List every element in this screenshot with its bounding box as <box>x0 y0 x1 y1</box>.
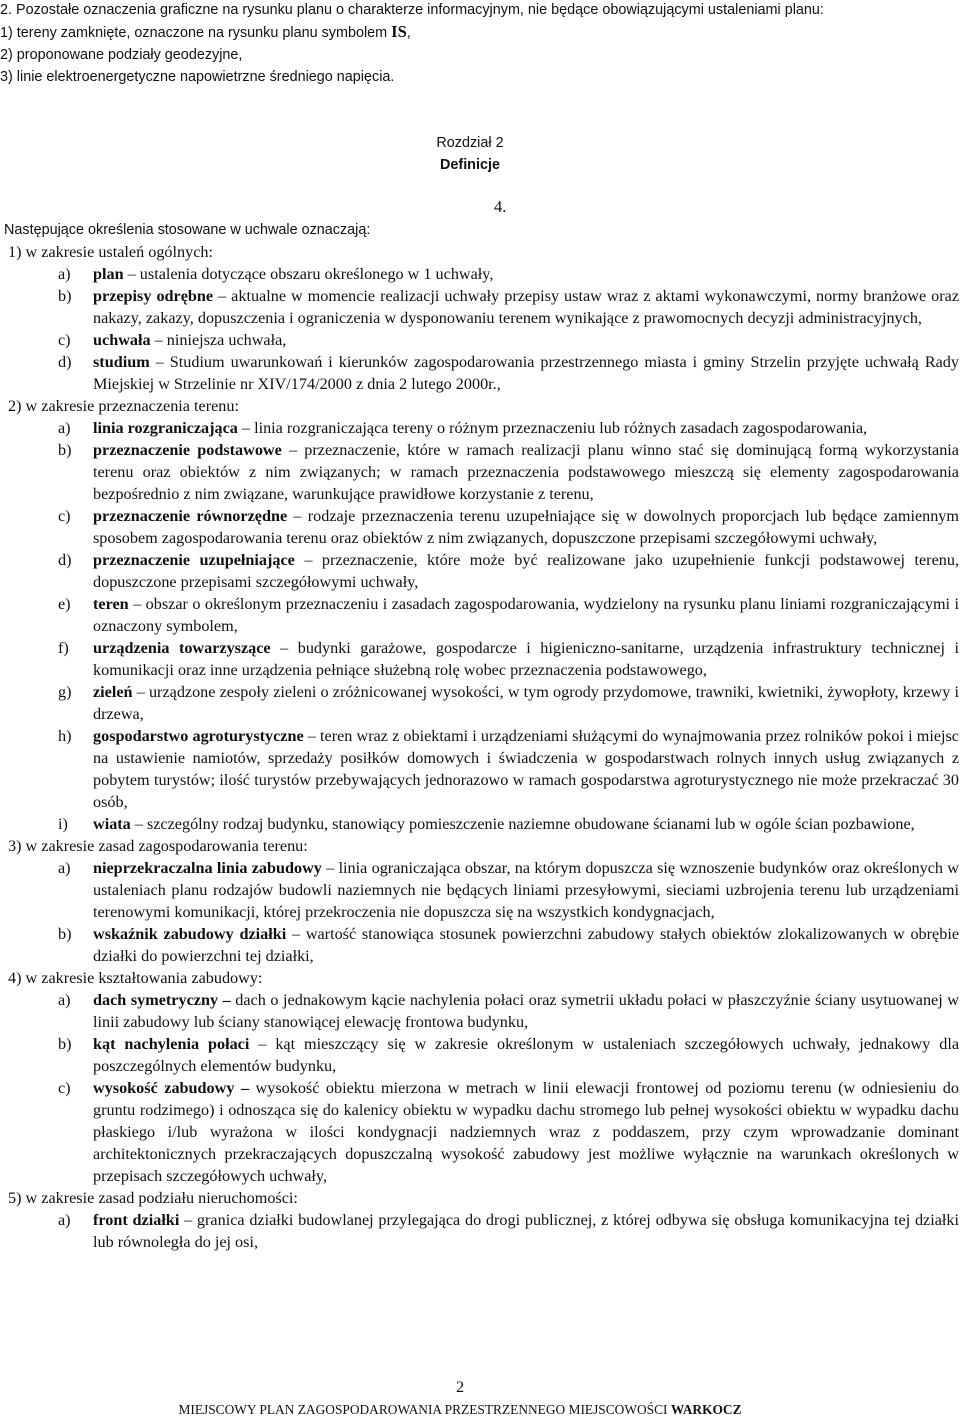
definition-term: kąt nachylenia połaci <box>93 1035 250 1053</box>
definition-text: – niniejsza uchwała, <box>150 331 287 349</box>
definition-item <box>58 923 959 967</box>
definition-text: – aktualne w momencie realizacji uchwały przepisy ustaw wraz z aktami wykonawczymi, normy branżowe oraz nakazy, zakazy, dopuszczenia i ograniczenia w dysponowaniu terenem wynikające z prawomocnych decyzji administracyjnych, <box>93 287 960 327</box>
definition-text: – linia rozgraniczająca tereny o różnym przeznaczeniu lub różnych zasadach zagospodarowania, <box>237 419 868 437</box>
definition-item <box>58 813 959 835</box>
definition-item-label: c) <box>58 1079 71 1097</box>
definition-item-label: c) <box>58 331 71 349</box>
definition-item <box>58 505 959 549</box>
definition-item <box>58 285 959 329</box>
definition-text: – granica działki budowlanej przylegająca do drogi publicznej, z której odbywa się obsługa komunikacyjna tej działki lub równoległa do jej osi, <box>93 1211 960 1251</box>
definition-group-title: 1) w zakresie ustaleń ogólnych: <box>8 243 213 261</box>
definition-group-title: 5) w zakresie zasad podziału nieruchomości: <box>8 1189 298 1207</box>
definition-term: wysokość zabudowy – <box>93 1079 250 1097</box>
definition-item-label: c) <box>58 507 71 525</box>
definition-group-title: 3) w zakresie zasad zagospodarowania terenu: <box>8 837 308 855</box>
definition-item-label: d) <box>58 551 72 569</box>
definition-term: linia rozgraniczająca <box>93 419 238 437</box>
definition-term: front działki <box>93 1211 180 1229</box>
definition-group <box>8 1187 959 1253</box>
definition-group <box>8 967 959 1187</box>
definition-item-label: d) <box>58 353 72 371</box>
definition-group-title: 4) w zakresie kształtowania zabudowy: <box>8 969 263 987</box>
definition-item-label: a) <box>58 1211 71 1229</box>
definition-text: wysokość obiektu mierzona w metrach w linii elewacji frontowej od poziomu terenu (w odniesieniu do gruntu rodzimego) i odnosząca się do kalenicy obiektu w wypadku dachu stromego lub pełnej wysokości obiektu w wypadku dachu płaskiego i/lub wyrażona w ilości kondygnacji nadziemnych wraz z poddaszem, przy czym wprowadzanie dominant architektonicznych przekraczających dopuszczalną wysokość zabudowy jest możliwe wyłącznie na warunkach określonych w przepisach szczegółowych uchwały, <box>93 1079 959 1185</box>
definition-text: – szczególny rodzaj budynku, stanowiący pomieszczenie naziemne obudowane ścianami lub w ogóle ścian pozbawione, <box>130 815 915 833</box>
definition-item-label: f) <box>58 639 69 657</box>
page-footer <box>0 1400 940 1420</box>
definition-item <box>58 593 959 637</box>
definition-term: dach symetryczny – <box>93 991 231 1009</box>
definition-text: – rodzaje przeznaczenia terenu uzupełniające się w dowolnych proporcjach lub będące zamiennym sposobem zagospodarowania terenu oraz obiektów z nim związanych, dopuszczone przepisami szczegółowymi uchwały, <box>93 507 959 547</box>
definition-term: studium <box>93 353 150 371</box>
definition-term: nieprzekraczalna linia zabudowy <box>93 859 322 877</box>
definition-text: – wartość stanowiąca stosunek powierzchni zabudowy stałych obiektów zlokalizowanych w obrębie działki do powierzchni tej działki, <box>93 925 959 965</box>
definition-term: uchwała <box>93 331 151 349</box>
definition-group <box>8 395 959 835</box>
chapter-title: Definicje <box>440 157 500 173</box>
definition-term: urządzenia towarzyszące <box>93 639 271 657</box>
footer-text: MIEJSCOWY PLAN ZAGOSPODAROWANIA PRZESTRZENNEGO MIEJSCOWOŚCI <box>178 1402 671 1417</box>
definition-item <box>58 725 959 813</box>
intro-subitem-1-symbol: IS <box>391 22 407 41</box>
definition-item <box>58 439 959 505</box>
definition-item <box>58 857 959 923</box>
definition-item <box>58 417 959 439</box>
paragraph-mark: 4. <box>494 197 507 216</box>
definition-text: – ustalenia dotyczące obszaru określonego w 1 uchwały, <box>123 265 494 283</box>
definition-text: – kąt mieszczący się w zakresie określonym w ustaleniach szczegółowych uchwały, jednakowy dla poszczególnych elementów budynku, <box>93 1035 960 1075</box>
definition-group <box>8 835 959 967</box>
definition-term: plan <box>93 265 124 283</box>
definition-item <box>58 1077 959 1187</box>
definition-item-label: g) <box>58 683 72 701</box>
definition-item-label: e) <box>58 595 71 613</box>
intro-section <box>0 0 958 88</box>
intro-item-2: 2. Pozostałe oznaczenia graficzne na rysunku planu o charakterze informacyjnym, nie będące obowiązującymi ustaleniami planu: <box>0 2 824 18</box>
definition-item <box>58 549 959 593</box>
definition-term: przepisy odrębne <box>93 287 214 305</box>
definition-item-label: a) <box>58 991 71 1009</box>
definition-group <box>8 241 959 395</box>
definition-text: – Studium uwarunkowań i kierunków zagospodarowania przestrzennego miasta i gminy Strzelin przyjęte uchwałą Rady Miejskiej w Strzelinie nr XIV/174/2000 z dnia 2 lutego 2000r., <box>93 353 959 393</box>
definition-item <box>58 1209 959 1253</box>
page-number: 2 <box>455 1378 465 1396</box>
definition-item-label: b) <box>58 287 72 305</box>
definition-item <box>58 263 959 285</box>
intro-subitem-3: 3) linie elektroenergetyczne napowietrzne średniego napięcia. <box>0 69 395 85</box>
definition-term: wiata <box>93 815 131 833</box>
definition-text: dach o jednakowym kącie nachylenia połaci oraz symetrii układu połaci w płaszczyźnie ściany usytuowanej w linii zabudowy lub ściany stanowiącej elewację frontowa budynku, <box>93 991 959 1031</box>
definition-item <box>58 1033 959 1077</box>
definition-term: przeznaczenie podstawowe <box>93 441 282 459</box>
definition-term: przeznaczenie uzupełniające <box>93 551 295 569</box>
definition-item-label: a) <box>58 419 71 437</box>
definition-item-label: b) <box>58 925 72 943</box>
intro-subitem-1 <box>0 21 958 44</box>
definition-term: przeznaczenie równorzędne <box>93 507 288 525</box>
definition-term: teren <box>93 595 129 613</box>
definition-text: – budynki garażowe, gospodarcze i higieniczno-sanitarne, urządzenia infrastruktury technicznej i komunikacji oraz inne urządzenia pełniące służebną rolę wobec przeznaczenia podstawowego, <box>93 639 959 679</box>
definition-item <box>58 351 959 395</box>
footer-place-name: WARKOCZ <box>670 1402 742 1417</box>
definition-term: gospodarstwo agroturystyczne <box>93 727 304 745</box>
definition-group-title: 2) w zakresie przeznaczenia terenu: <box>8 397 239 415</box>
definition-item <box>58 989 959 1033</box>
definition-text: – teren wraz z obiektami i urządzeniami służącymi do wynajmowania przez rolników pokoi i miejsc na ustawienie namiotów, sprzedaży posiłków domowych i świadczenia w gospodarstwach rolnych innych usług związanych z pobytem turystów; ilość turystów przebywających jednorazowo w ramach gospodarstwa agroturystycznego nie może przekraczać 30 osób, <box>93 727 959 811</box>
definition-text: – urządzone zespoły zieleni o zróżnicowanej wysokości, w tym ogrody przydomowe, trawniki, kwietniki, żywopłoty, krzewy i drzewa, <box>93 683 959 723</box>
definition-item-label: i) <box>58 815 68 833</box>
definition-item-label: b) <box>58 1035 72 1053</box>
definitions-list <box>8 241 959 1253</box>
definition-item-label: h) <box>58 727 72 745</box>
chapter-label: Rozdział 2 <box>436 135 504 151</box>
definition-item <box>58 329 959 351</box>
definition-text: – obszar o określonym przeznaczeniu i zasadach zagospodarowania, wydzielony na rysunku planu liniami rozgraniczającymi i oznaczony symbolem, <box>93 595 959 635</box>
definition-text: – przeznaczenie, które w ramach realizacji planu winno stać się dominującą formą wykorzystania terenu oraz obiektów z nim związanych; w ramach przeznaczenia podstawowego mieszczą się elementy zagospodarowania bezpośrednio z nim związane, warunkujące prawidłowe korzystanie z terenu, <box>93 441 959 503</box>
definition-item-label: a) <box>58 265 71 283</box>
intro-subitem-1-text: 1) tereny zamknięte, oznaczone na rysunku planu symbolem <box>0 25 392 41</box>
definition-term: wskaźnik zabudowy działki <box>93 925 287 943</box>
definition-term: zieleń <box>93 683 133 701</box>
definition-item-label: a) <box>58 859 71 877</box>
definition-item <box>58 637 959 681</box>
definition-item-label: b) <box>58 441 72 459</box>
definition-text: – linia ograniczająca obszar, na którym dopuszcza się wznoszenie budynków oraz określonych w ustaleniach planu rodzajów budowli naziemnych nie będących liniami przesyłowymi, sieciami uzbrojenia terenu lub urządzeniami terenowymi komunikacji, której przekroczenia nie dopuszcza się na wszystkich kondygnacjach, <box>93 859 959 921</box>
definition-item <box>58 681 959 725</box>
intro-subitem-1-end: , <box>406 25 411 41</box>
definitions-lead: Następujące określenia stosowane w uchwale oznaczają: <box>4 222 371 238</box>
definition-text: – przeznaczenie, które może być realizowane jako uzupełnienie funkcji podstawowej terenu, dopuszczone przepisami szczegółowymi uchwały, <box>93 551 959 591</box>
intro-subitem-2: 2) proponowane podziały geodezyjne, <box>0 47 243 63</box>
